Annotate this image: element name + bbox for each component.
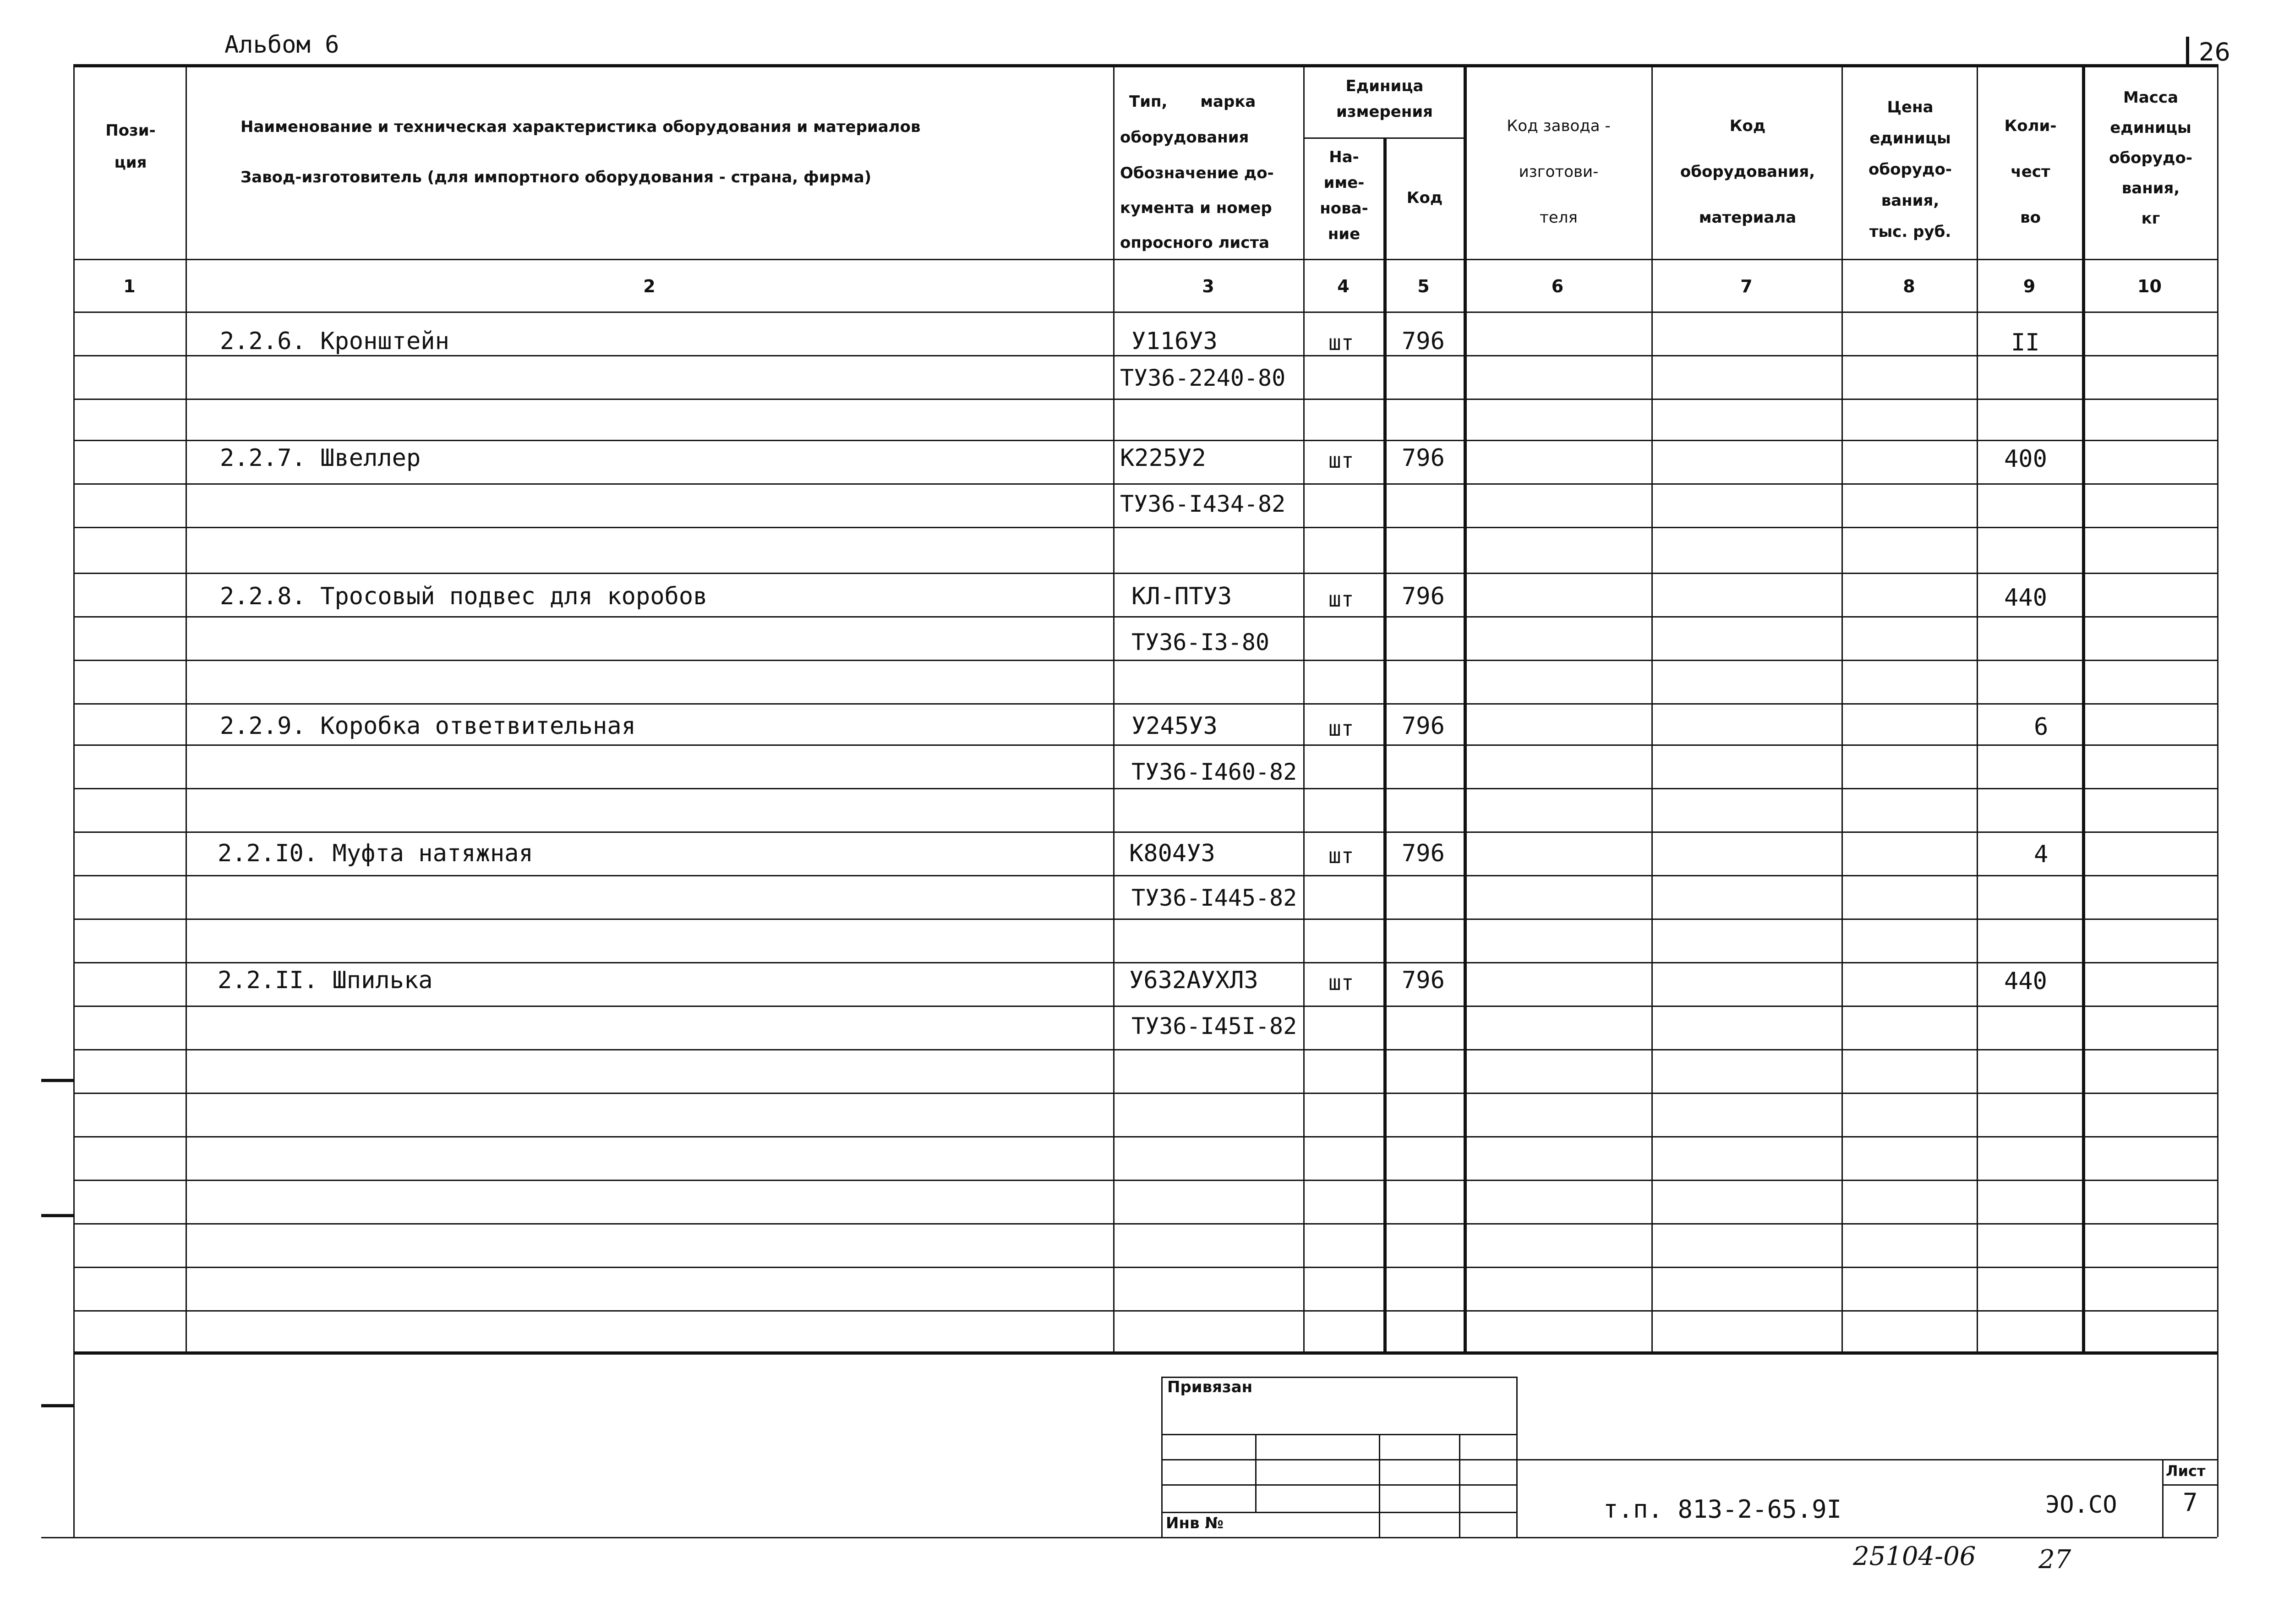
- row-unit: шт: [1328, 843, 1354, 868]
- row-line: [73, 1310, 2217, 1312]
- row-line: [73, 962, 2217, 963]
- header-type-line5: опросного листа: [1120, 234, 1270, 252]
- header-name-line1: Наименование и техническая характеристика оборудования и материалов: [240, 118, 921, 136]
- bottom-handwritten-page: 27: [2038, 1545, 2071, 1575]
- col-divider-5: [1464, 64, 1467, 1351]
- row-name: 2.2.6. Кронштейн: [220, 328, 449, 355]
- colnum-bottom-border: [73, 312, 2217, 313]
- row-line: [73, 1049, 2217, 1050]
- column-number: 8: [1903, 276, 1915, 296]
- row-unit: шт: [1328, 448, 1354, 473]
- header-qty: Коли- чест во: [2004, 117, 2057, 227]
- row-name: 2.2.9. Коробка ответвительная: [220, 712, 636, 740]
- header-type-line4: кумента и номер: [1120, 199, 1272, 217]
- row-line: [73, 440, 2217, 441]
- row-line: [73, 919, 2217, 920]
- row-qty: 440: [2004, 584, 2047, 612]
- row-doc: ТУ36-2240-80: [1120, 365, 1286, 391]
- header-price: Цена единицы оборудо- вания, тыс. руб.: [1869, 98, 1952, 241]
- row-code: 796: [1402, 967, 1445, 994]
- col-divider-3: [1303, 64, 1305, 1351]
- row-unit: шт: [1328, 716, 1354, 741]
- header-name-line2: Завод-изготовитель (для импортного оборудования - страна, фирма): [240, 168, 872, 186]
- row-line: [73, 744, 2217, 746]
- row-qty: II: [2011, 329, 2040, 356]
- row-code: 796: [1402, 444, 1445, 472]
- bottom-handwritten-number: 25104-06: [1853, 1542, 1976, 1571]
- row-type: КЛ-ПТУ3: [1131, 583, 1232, 610]
- stamp-inv-label: Инв №: [1166, 1514, 1224, 1532]
- header-unit-code: Код: [1406, 189, 1443, 207]
- stamp-section: ЭО.СО: [2045, 1491, 2117, 1519]
- row-unit: шт: [1328, 330, 1354, 355]
- row-code: 796: [1402, 712, 1445, 740]
- row-doc: ТУ36-I45I-82: [1131, 1013, 1297, 1039]
- row-doc: ТУ36-I460-82: [1131, 759, 1297, 785]
- row-line: [73, 703, 2217, 705]
- row-line: [73, 399, 2217, 400]
- stamp-sheet-label: Лист: [2166, 1462, 2206, 1480]
- col-divider-1: [186, 64, 187, 1351]
- stamp-line: [2162, 1484, 2217, 1486]
- stamp-line: [1161, 1459, 2217, 1460]
- column-number: 5: [1417, 276, 1430, 296]
- stamp-line: [1161, 1512, 1516, 1513]
- stamp-doc-code: т.п. 813-2-65.9I: [1603, 1495, 1842, 1524]
- row-name: 2.2.7. Швеллер: [220, 444, 421, 472]
- row-line: [73, 573, 2217, 574]
- row-name: 2.2.I0. Муфта натяжная: [218, 840, 533, 867]
- table-bottom-border: [73, 1351, 2217, 1355]
- col-divider-6: [1651, 64, 1653, 1351]
- col-divider-2: [1113, 64, 1115, 1351]
- col-divider-7: [1841, 64, 1843, 1351]
- stamp-bound-label: Привязан: [1167, 1378, 1253, 1396]
- header-factory-code: Код завода - изготови- теля: [1507, 117, 1611, 227]
- row-line: [73, 1180, 2217, 1181]
- row-qty: 400: [2004, 445, 2047, 473]
- row-unit: шт: [1328, 587, 1354, 612]
- stamp-vline: [1255, 1434, 1257, 1512]
- row-name: 2.2.8. Тросовый подвес для коробов: [220, 583, 708, 610]
- header-equip-code: Код оборудования, материала: [1680, 117, 1815, 227]
- row-type: У632АУХЛ3: [1129, 967, 1258, 994]
- table-right-border: [2217, 64, 2218, 1537]
- col-divider-8: [1977, 64, 1978, 1351]
- stamp-vline: [1161, 1377, 1163, 1537]
- column-number: 2: [643, 276, 656, 296]
- page-number-bar: [2186, 37, 2189, 64]
- stamp-vline: [1516, 1377, 1518, 1537]
- row-qty: 6: [2034, 713, 2049, 741]
- table-top-border: [73, 64, 2217, 67]
- header-unit-name: На- име- нова- ние: [1320, 148, 1368, 243]
- row-doc: ТУ36-I445-82: [1131, 885, 1297, 911]
- column-number: 6: [1551, 276, 1564, 296]
- margin-tick: [41, 1404, 73, 1407]
- row-type: К225У2: [1120, 444, 1206, 472]
- row-doc: ТУ36-I434-82: [1120, 491, 1286, 517]
- row-line: [73, 1267, 2217, 1268]
- row-line: [73, 831, 2217, 833]
- row-code: 796: [1402, 583, 1445, 610]
- row-line: [73, 527, 2217, 528]
- album-label: Альбом 6: [224, 31, 339, 59]
- row-name: 2.2.II. Шпилька: [218, 967, 433, 994]
- stamp-sheet-number: 7: [2183, 1488, 2198, 1517]
- header-type-line3: Обозначение до-: [1120, 164, 1274, 182]
- page-bottom-line: [41, 1537, 2217, 1538]
- header-bottom-border: [73, 259, 2217, 260]
- row-doc: ТУ36-I3-80: [1131, 629, 1270, 656]
- column-number: 4: [1337, 276, 1350, 296]
- column-number: 9: [2023, 276, 2036, 296]
- row-code: 796: [1402, 840, 1445, 867]
- column-number: 3: [1202, 276, 1214, 296]
- header-type-line2: оборудования: [1120, 128, 1249, 147]
- stamp-line: [1161, 1434, 1516, 1435]
- row-type: У116У3: [1131, 328, 1218, 355]
- row-line: [73, 483, 2217, 485]
- row-code: 796: [1402, 328, 1445, 355]
- row-type: У245У3: [1131, 712, 1218, 740]
- row-qty: 440: [2004, 968, 2047, 995]
- col-divider-9: [2082, 64, 2085, 1351]
- row-line: [73, 355, 2217, 356]
- row-line: [73, 788, 2217, 789]
- stamp-vline: [1379, 1434, 1380, 1537]
- header-type-line1: Тип, марка: [1129, 93, 1256, 111]
- column-number: 10: [2137, 276, 2162, 296]
- row-line: [73, 660, 2217, 661]
- header-position: Пози- ция: [105, 121, 156, 172]
- header-mass: Масса единицы оборудо- вания, кг: [2109, 88, 2192, 228]
- row-line: [73, 1136, 2217, 1137]
- row-type: К804У3: [1129, 840, 1215, 867]
- column-number: 7: [1740, 276, 1753, 296]
- row-line: [73, 875, 2217, 876]
- row-line: [73, 1093, 2217, 1094]
- margin-tick: [41, 1214, 73, 1217]
- stamp-vline: [1459, 1434, 1460, 1537]
- row-line: [73, 1223, 2217, 1225]
- col-divider-4: [1383, 137, 1387, 1351]
- row-line: [73, 1006, 2217, 1007]
- column-number: 1: [123, 276, 136, 296]
- page-number: 26: [2199, 38, 2230, 66]
- row-qty: 4: [2034, 841, 2049, 868]
- stamp-line: [1161, 1484, 1516, 1486]
- margin-tick: [41, 1079, 73, 1082]
- stamp-vline: [2162, 1459, 2164, 1537]
- row-unit: шт: [1328, 970, 1354, 995]
- row-line: [73, 616, 2217, 618]
- header-unit: Единица измерения: [1336, 77, 1433, 121]
